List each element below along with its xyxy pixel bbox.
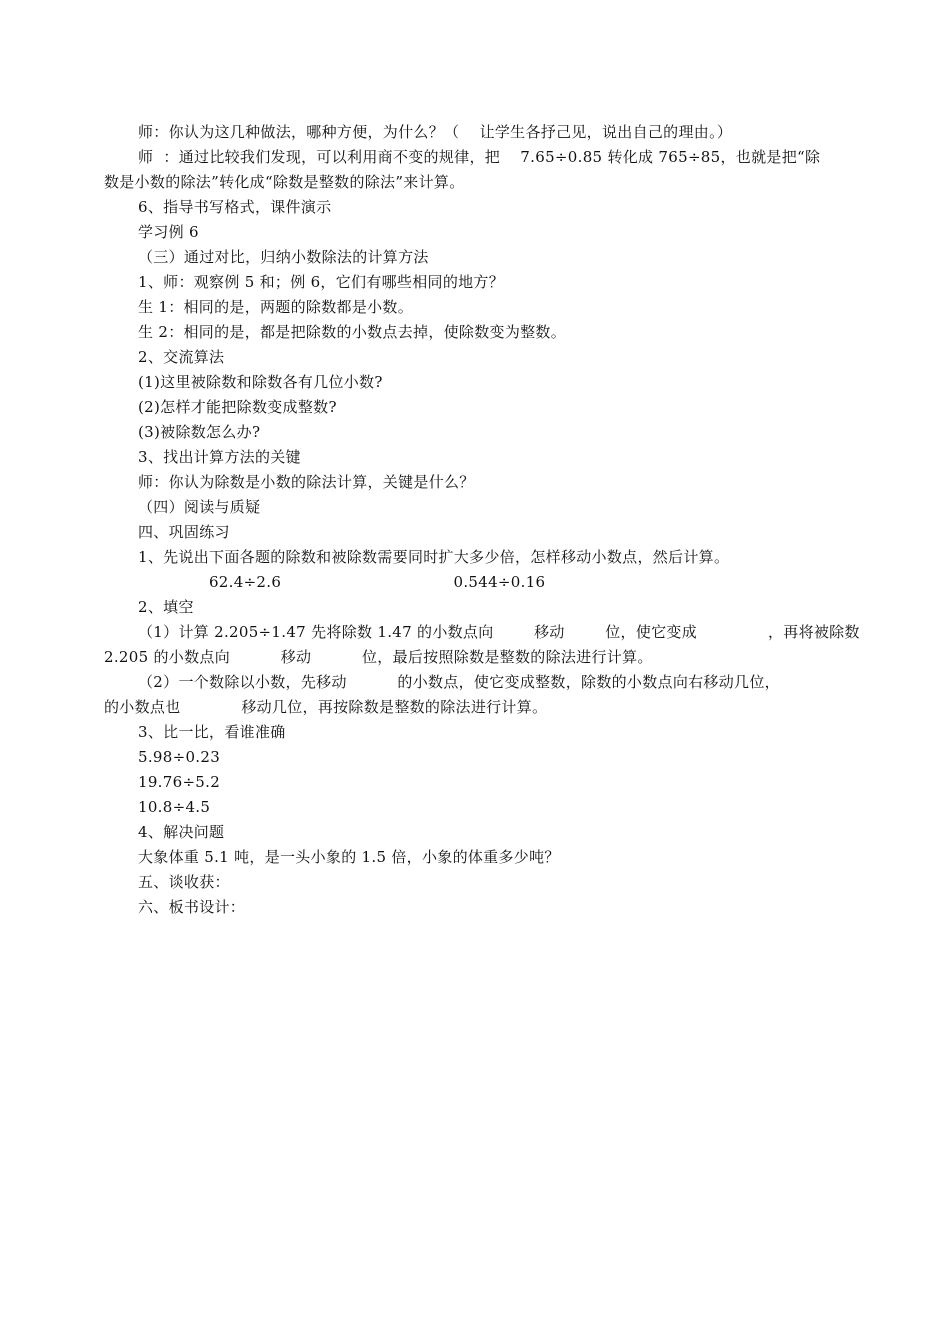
text-line-3: 数是小数的除法”转化成“除数是整数的除法”来计算。 xyxy=(104,173,465,191)
text-line-19: 62.4÷2.6 0.544÷0.16 xyxy=(138,573,546,591)
text-line-25: 3、比一比，看谁准确 xyxy=(138,723,286,741)
text-line-28: 10.8÷4.5 xyxy=(138,798,211,816)
text-line-30: 大象体重 5.1 吨，是一头小象的 1.5 倍，小象的体重多少吨？ xyxy=(138,848,560,866)
text-line-2: 师 ：通过比较我们发现，可以利用商不变的规律，把 7.65÷0.85 转化成 765÷85，也就是把“除 xyxy=(138,148,821,166)
text-line-21: （1）计算 2.205÷1.47 先将除数 1.47 的小数点向 移动 位，使它变成 ，再将被除数 xyxy=(138,623,860,641)
text-line-7: 1、师：观察例 5 和；例 6，它们有哪些相同的地方？ xyxy=(138,273,505,291)
text-line-22: 2.205 的小数点向 移动 位，最后按照除数是整数的除法进行计算。 xyxy=(104,648,653,666)
text-line-1: 师：你认为这几种做法，哪种方便，为什么？（ 让学生各抒己见，说出自己的理由。） xyxy=(138,123,733,141)
text-line-26: 5.98÷0.23 xyxy=(138,748,221,766)
text-line-15: 师：你认为除数是小数的除法计算，关键是什么？ xyxy=(138,473,475,491)
section-heading-3: （三）通过对比，归纳小数除法的计算方法 xyxy=(138,248,429,266)
text-line-14: 3、找出计算方法的关键 xyxy=(138,448,301,466)
text-line-20: 2、填空 xyxy=(138,598,194,616)
section-heading-harvest: 五、谈收获： xyxy=(138,873,230,891)
section-heading-4: （四）阅读与质疑 xyxy=(138,498,261,516)
text-line-9: 生 2：相同的是，都是把除数的小数点去掉，使除数变为整数。 xyxy=(138,323,567,341)
text-line-12: (2)怎样才能把除数变成整数? xyxy=(138,398,337,416)
section-heading-practice: 四、巩固练习 xyxy=(138,523,230,541)
text-line-13: (3)被除数怎么办? xyxy=(138,423,261,441)
section-heading-board: 六、板书设计： xyxy=(138,898,246,916)
text-line-24: 的小数点也 移动几位，再按除数是整数的除法进行计算。 xyxy=(104,698,548,716)
text-line-27: 19.76÷5.2 xyxy=(138,773,221,791)
text-line-11: (1)这里被除数和除数各有几位小数? xyxy=(138,373,383,391)
text-line-5: 学习例 6 xyxy=(138,223,199,241)
text-line-10: 2、交流算法 xyxy=(138,348,225,366)
text-line-18: 1、先说出下面各题的除数和被除数需要同时扩大多少倍，怎样移动小数点，然后计算。 xyxy=(138,548,730,566)
text-line-23: （2）一个数除以小数，先移动 的小数点，使它变成整数，除数的小数点向右移动几位， xyxy=(138,673,780,691)
text-line-8: 生 1：相同的是，两题的除数都是小数。 xyxy=(138,298,414,316)
text-line-29: 4、解决问题 xyxy=(138,823,225,841)
text-line-4: 6、指导书写格式，课件演示 xyxy=(138,198,332,216)
